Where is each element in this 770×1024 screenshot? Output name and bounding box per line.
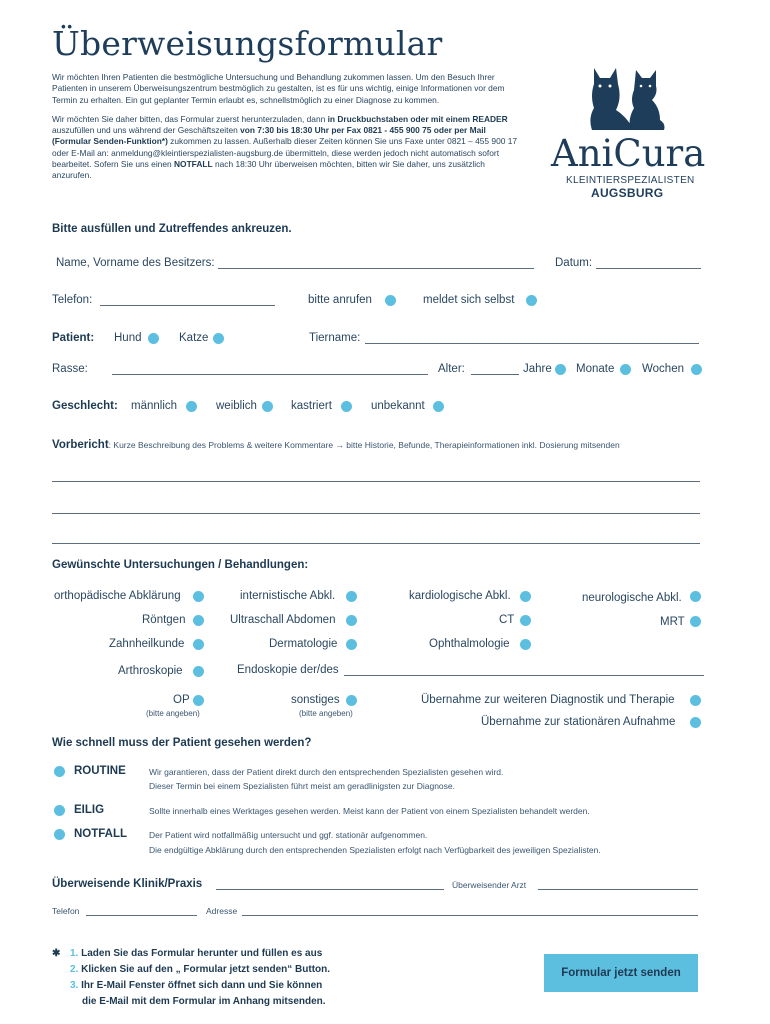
dental-checkbox[interactable]: [193, 639, 204, 650]
intern-label: internistische Abkl.: [240, 590, 336, 602]
ultrasound-label: Ultraschall Abdomen: [230, 614, 336, 626]
brand-subtitle: KLEINTIERSPEZIALISTEN: [566, 175, 695, 186]
further-checkbox[interactable]: [690, 695, 701, 706]
neuro-checkbox[interactable]: [690, 591, 701, 602]
neutered-checkbox[interactable]: [341, 401, 352, 412]
selfreport-label: meldet sich selbst: [423, 294, 515, 306]
op-hint: (bitte angeben): [146, 709, 200, 718]
emergency-text-2: Die endgültige Abklärung durch den entsprechenden Spezialisten erfolgt nach Verfügbarkeit des jeweiligen Spezialisten.: [149, 845, 601, 855]
clinic-label: Überweisende Klinik/Praxis: [52, 878, 203, 890]
emergency-checkbox[interactable]: [54, 829, 65, 840]
report-line-1[interactable]: [52, 481, 700, 482]
step-3-cont: die E-Mail mit dem Formular im Anhang mitsenden.: [82, 996, 326, 1007]
mrt-label: MRT: [660, 616, 685, 628]
cat-checkbox[interactable]: [213, 333, 224, 344]
owner-label: Name, Vorname des Besitzers:: [56, 257, 215, 269]
form-heading: Bitte ausfüllen und Zutreffendes ankreuzen.: [52, 223, 292, 235]
send-form-button[interactable]: Formular jetzt senden: [544, 954, 698, 992]
brand-location: AUGSBURG: [591, 186, 664, 200]
ophth-checkbox[interactable]: [520, 639, 531, 650]
date-label: Datum:: [555, 257, 593, 269]
report-heading: Vorbericht: Kurze Beschreibung des Problems & weitere Kommentare → bitte Historie, Befunde, Therapieinformationen inkl. Dosierung mitsenden: [52, 439, 620, 451]
intern-checkbox[interactable]: [346, 591, 357, 602]
routine-text-2: Dieser Termin bei einem Spezialisten führt meist am geradlinigsten zur Diagnose.: [149, 781, 455, 791]
step-1: ✱ 1. Laden Sie das Formular herunter und füllen es aus: [52, 946, 330, 962]
unknown-checkbox[interactable]: [433, 401, 444, 412]
date-field[interactable]: [596, 268, 701, 269]
referrer-phone-label: Telefon: [52, 906, 80, 916]
derma-label: Dermatologie: [269, 638, 338, 650]
page-title: Überweisungsformular: [52, 24, 443, 63]
vet-label: Überweisender Arzt: [452, 880, 527, 890]
other-hint: (bitte angeben): [299, 709, 353, 718]
ultrasound-checkbox[interactable]: [346, 615, 357, 626]
months-label: Monate: [576, 363, 615, 375]
neuro-label: neurologische Abkl.: [582, 592, 682, 604]
ophth-label: Ophthalmologie: [429, 638, 510, 650]
urgent-checkbox[interactable]: [54, 805, 65, 816]
unknown-label: unbekannt: [371, 400, 425, 412]
routine-text-1: Wir garantieren, dass der Patient direkt durch den entsprechenden Spezialisten gesehen wird.: [149, 767, 504, 777]
step-3: 3. Ihr E-Mail Fenster öffnet sich dann und Sie können: [70, 980, 323, 991]
address-label: Adresse: [206, 906, 238, 916]
female-checkbox[interactable]: [262, 401, 273, 412]
endo-field[interactable]: [344, 675, 704, 676]
cat-dog-silhouette-icon: [586, 64, 670, 134]
intro-text: [52, 72, 522, 190]
dog-checkbox[interactable]: [148, 333, 159, 344]
male-checkbox[interactable]: [186, 401, 197, 412]
male-label: männlich: [131, 400, 178, 412]
further-label: Übernahme zur weiteren Diagnostik und Therapie: [421, 694, 675, 706]
xray-label: Röntgen: [142, 614, 186, 626]
female-label: weiblich: [216, 400, 257, 412]
inpatient-label: Übernahme zur stationären Aufnahme: [481, 716, 676, 728]
star-icon: ✱: [52, 948, 61, 959]
breed-label: Rasse:: [52, 363, 88, 375]
patient-label: Patient:: [52, 332, 95, 344]
age-field[interactable]: [471, 374, 519, 375]
petname-field[interactable]: [365, 343, 699, 344]
report-line-3[interactable]: [52, 543, 700, 544]
brand-logo-text: AniCura: [551, 132, 706, 175]
age-label: Alter:: [438, 363, 465, 375]
neutered-label: kastriert: [291, 400, 332, 412]
other-checkbox[interactable]: [346, 695, 357, 706]
ortho-label: orthopädische Abklärung: [54, 590, 181, 602]
owner-field[interactable]: [218, 268, 534, 269]
callback-checkbox[interactable]: [385, 295, 396, 306]
clinic-field[interactable]: [216, 889, 444, 890]
phone-field[interactable]: [100, 305, 275, 306]
derma-checkbox[interactable]: [346, 639, 357, 650]
ct-checkbox[interactable]: [520, 615, 531, 626]
ct-label: CT: [499, 614, 515, 626]
months-checkbox[interactable]: [620, 364, 631, 375]
petname-label: Tiername:: [309, 332, 361, 344]
mrt-checkbox[interactable]: [690, 616, 701, 627]
report-line-2[interactable]: [52, 513, 700, 514]
other-label: sonstiges: [291, 694, 340, 706]
ortho-checkbox[interactable]: [193, 591, 204, 602]
instructions: [52, 946, 330, 1010]
dog-label: Hund: [114, 332, 142, 344]
address-field[interactable]: [242, 915, 698, 916]
phone-label: Telefon:: [52, 294, 93, 306]
urgent-label: EILIG: [74, 804, 105, 816]
selfreport-checkbox[interactable]: [526, 295, 537, 306]
inpatient-checkbox[interactable]: [690, 717, 701, 728]
exams-heading: Gewünschte Untersuchungen / Behandlungen:: [52, 559, 309, 571]
vet-field[interactable]: [538, 889, 698, 890]
routine-label: ROUTINE: [74, 765, 126, 777]
op-label: OP: [173, 694, 190, 706]
emergency-text-1: Der Patient wird notfallmäßig untersucht und ggf. stationär aufgenommen.: [149, 830, 428, 840]
cardio-label: kardiologische Abkl.: [409, 590, 511, 602]
cat-label: Katze: [179, 332, 209, 344]
xray-checkbox[interactable]: [193, 615, 204, 626]
dental-label: Zahnheilkunde: [109, 638, 185, 650]
intro-paragraph-2: Wir möchten Sie daher bitten, das Formular zuerst herunterzuladen, dann in Druckbuchstaben oder mit einem READER auszufüllen und uns während der Geschäftszeiten von 7:30 bis 18:30 Uhr per Fax 0821 - 455 900 75 oder per Mail (Formular Senden-Funktion*) zukommen zu lassen. Außerhalb dieser Zeiten können Sie uns Faxe unter 0821 – 455 900 17 oder E-Mail an: anmeldung@kleintierspezialisten-augsburg.de übermitteln, diese werden jedoch nicht automatisch sofort bearbeitet. Sofern Sie uns einen NOTFALL nach 18:30 Uhr überweisen möchten, bitten wir Sie daher, uns zusätzlich anzurufen.: [52, 113, 518, 181]
urgent-text: Sollte innerhalb eines Werktages gesehen werden. Meist kann der Patient von einem Spezialisten behandelt werden.: [149, 806, 590, 816]
callback-label: bitte anrufen: [308, 294, 372, 306]
breed-field[interactable]: [112, 374, 428, 375]
sex-label: Geschlecht:: [52, 400, 118, 412]
intro-paragraph-1: Wir möchten Ihren Patienten die bestmögliche Untersuchung und Behandlung zukommen lassen. Um den Besuch Ihrer Patienten in unserem Überweisungszentrum bestmöglich zu gestalten, ist es für uns wichtig, einige Informationen vor dem Termin zu erhalten. Ein gut geplanter Termin erlaubt es, schnellstmöglich zu einer Diagnose zu kommen.: [52, 72, 505, 105]
arthro-label: Arthroskopie: [118, 665, 183, 677]
years-checkbox[interactable]: [555, 364, 566, 375]
emergency-label: NOTFALL: [74, 828, 128, 840]
arthro-checkbox[interactable]: [193, 666, 204, 677]
endo-label: Endoskopie der/des: [237, 664, 339, 676]
cardio-checkbox[interactable]: [520, 591, 531, 602]
op-checkbox[interactable]: [193, 695, 204, 706]
referrer-phone-field[interactable]: [86, 915, 197, 916]
step-2: 2. Klicken Sie auf den „ Formular jetzt senden“ Button.: [70, 964, 331, 975]
weeks-label: Wochen: [642, 363, 684, 375]
routine-checkbox[interactable]: [54, 766, 65, 777]
weeks-checkbox[interactable]: [691, 364, 702, 375]
urgency-heading: Wie schnell muss der Patient gesehen werden?: [52, 737, 312, 749]
years-label: Jahre: [523, 363, 552, 375]
